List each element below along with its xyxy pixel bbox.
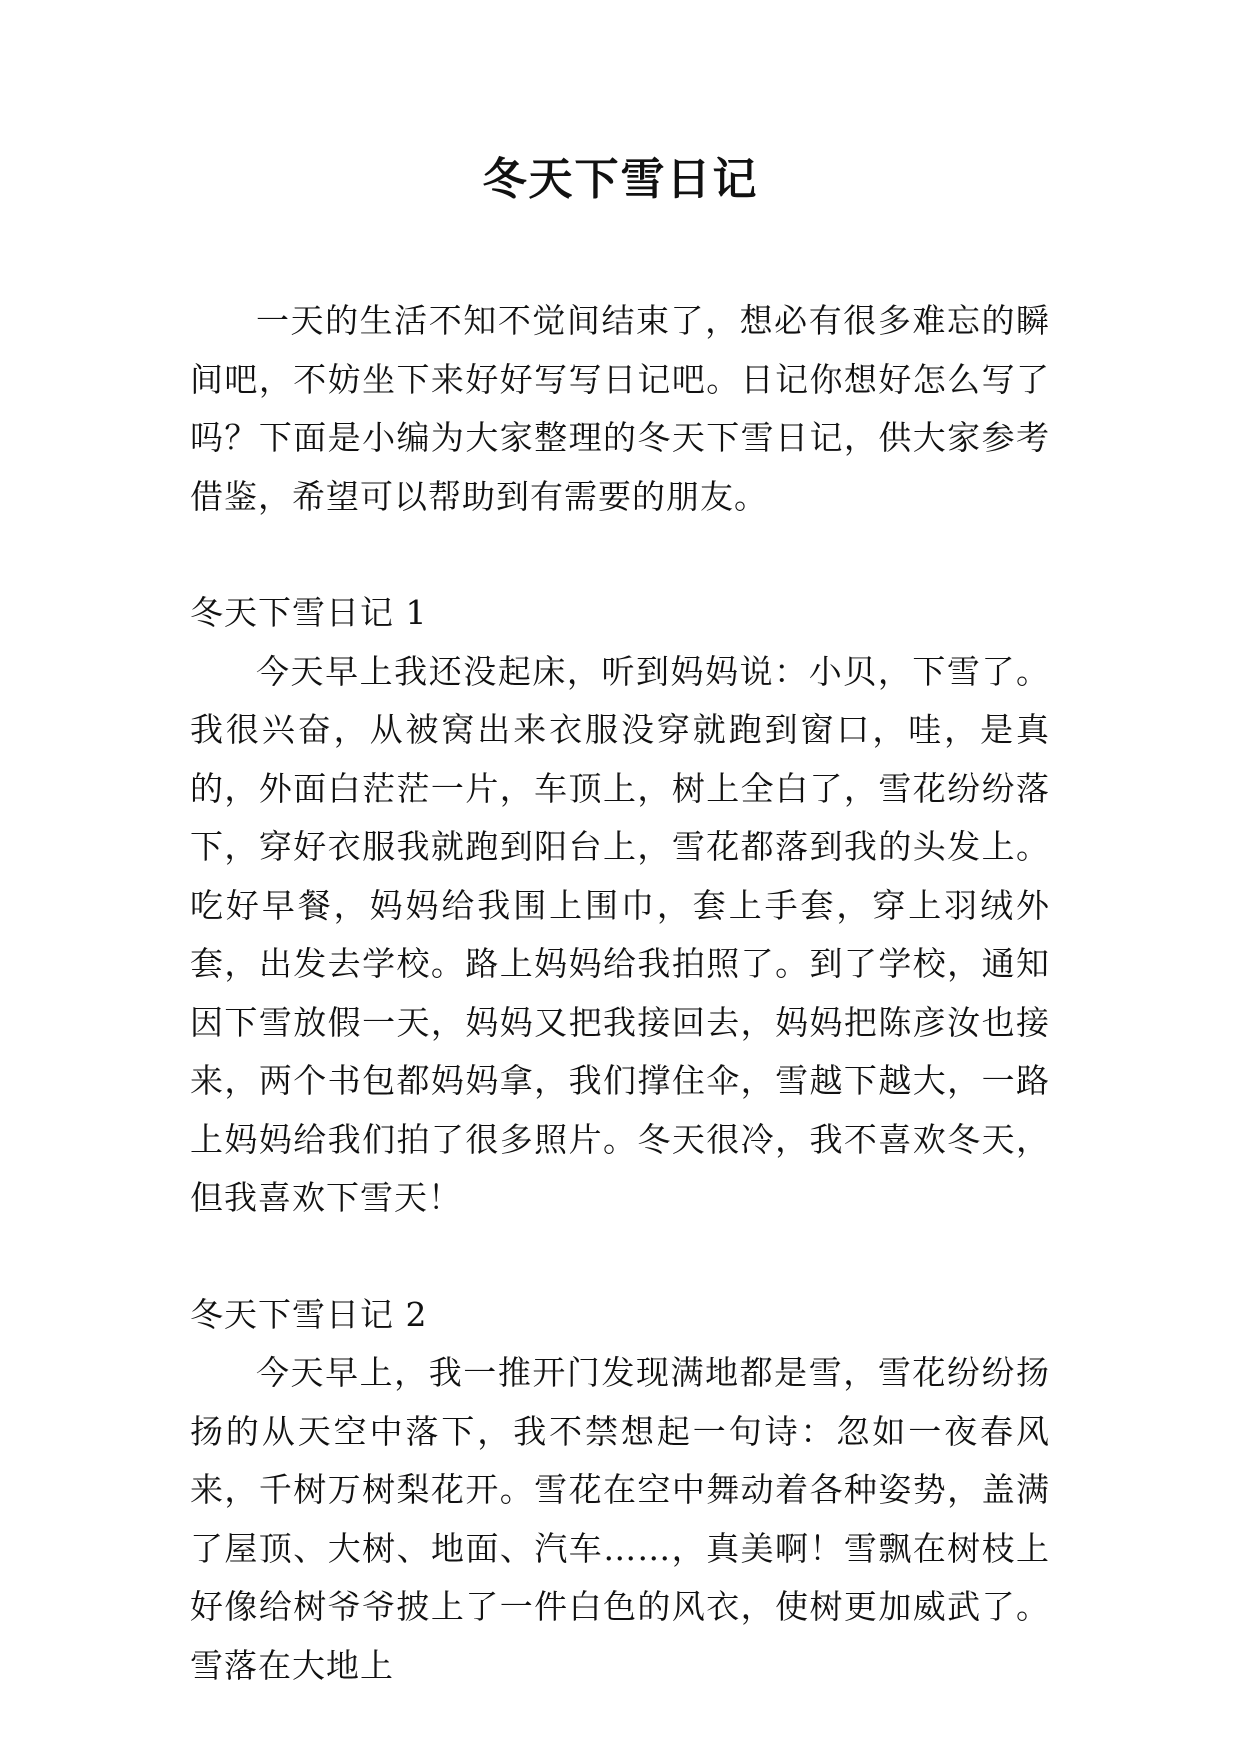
- section-paragraph-1: 今天早上我还没起床，听到妈妈说：小贝，下雪了。我很兴奋，从被窝出来衣服没穿就跑到窗口，哇，是真的，外面白茫茫一片，车顶上，树上全白了，雪花纷纷落下，穿好衣服我就跑到阳台上，雪花都落到我的头发上。吃好早餐，妈妈给我围上围巾，套上手套，穿上羽绒外套，出发去学校。路上妈妈给我拍照了。到了学校，通知因下雪放假一天，妈妈又把我接回去，妈妈把陈彦汝也接来，两个书包都妈妈拿，我们撑住伞，雪越下越大，一路上妈妈给我们拍了很多照片。冬天很冷，我不喜欢冬天，但我喜欢下雪天！: [190, 651, 1050, 1217]
- section-spacer: [190, 1228, 1050, 1286]
- section-heading-1: 冬天下雪日记 1: [190, 593, 428, 632]
- document-body: [190, 292, 1050, 1695]
- intro-paragraph: 一天的生活不知不觉间结束了，想必有很多难忘的瞬间吧，不妨坐下来好好写写日记吧。日记你想好怎么写了吗？下面是小编为大家整理的冬天下雪日记，供大家参考借鉴，希望可以帮助到有需要的朋友。: [190, 301, 1050, 516]
- section-spacer: [190, 526, 1050, 584]
- document-title: 冬天下雪日记: [482, 154, 759, 205]
- section-heading-2: 冬天下雪日记 2: [190, 1294, 428, 1334]
- section-paragraph-2: 今天早上，我一推开门发现满地都是雪，雪花纷纷扬扬的从天空中落下，我不禁想起一句诗：忽如一夜春风来，千树万树梨花开。雪花在空中舞动着各种姿势，盖满了屋顶、大树、地面、汽车……，真美啊！雪飘在树枝上好像给树爷爷披上了一件白色的风衣，使树更加威武了。雪落在大地上: [190, 1353, 1050, 1685]
